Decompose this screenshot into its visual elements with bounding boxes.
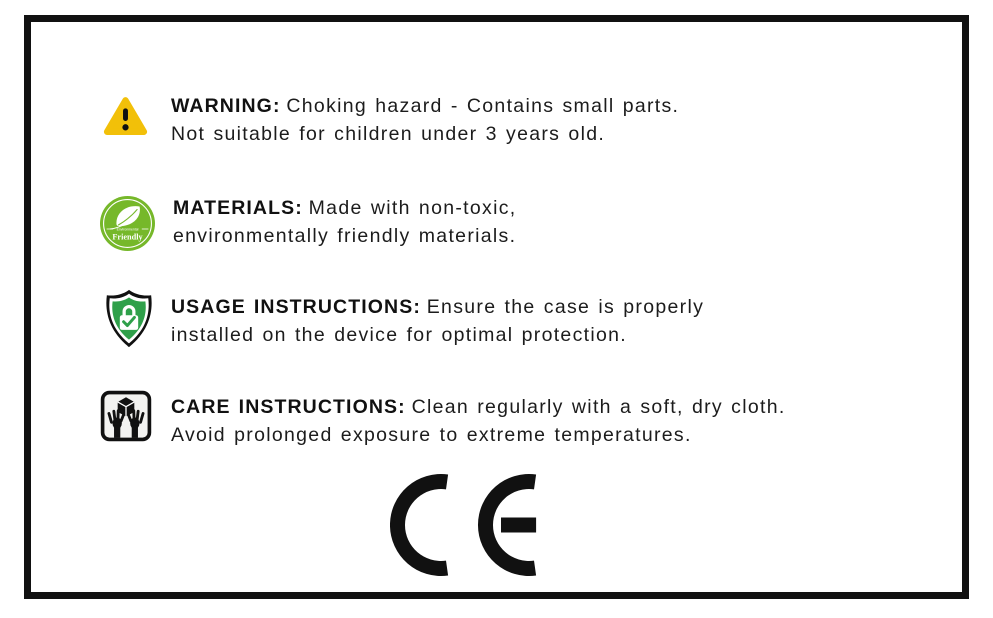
usage-line1: Ensure the case is properly — [426, 296, 705, 318]
care-label: CARE INSTRUCTIONS: — [171, 396, 406, 418]
materials-text — [173, 195, 516, 250]
care-text — [171, 394, 786, 449]
care-line1: Clean regularly with a soft, dry cloth. — [411, 396, 786, 418]
security-shield-icon — [102, 288, 156, 349]
care-line2: Avoid prolonged exposure to extreme temperatures. — [171, 423, 692, 446]
warning-line1: Choking hazard - Contains small parts. — [286, 95, 680, 117]
materials-label: MATERIALS: — [173, 197, 303, 219]
materials-line1: Made with non-toxic, — [308, 197, 517, 219]
eco-badge-big-text: Friendly — [112, 232, 143, 242]
eco-friendly-badge-icon — [100, 196, 155, 251]
eco-badge-small-text: Environmental — [116, 227, 139, 232]
usage-line2: installed on the device for optimal protection. — [171, 323, 627, 346]
warning-triangle-icon — [103, 95, 148, 138]
warning-line2: Not suitable for children under 3 years old. — [171, 122, 606, 145]
usage-label: USAGE INSTRUCTIONS: — [171, 296, 421, 318]
materials-line2: environmentally friendly materials. — [173, 224, 517, 247]
warning-label: WARNING: — [171, 95, 281, 117]
warning-text — [171, 93, 679, 148]
handle-with-care-icon — [100, 390, 152, 442]
ce-mark-icon — [390, 474, 537, 577]
usage-text — [171, 294, 704, 349]
label-frame — [24, 15, 969, 599]
